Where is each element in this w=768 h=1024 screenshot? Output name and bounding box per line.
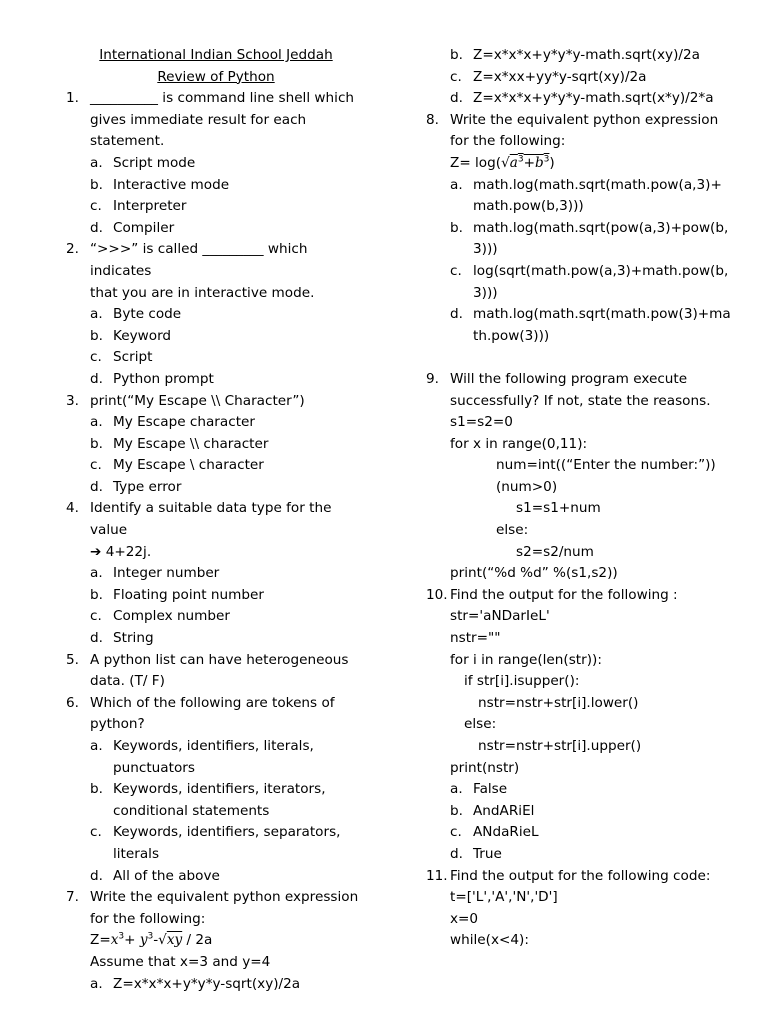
page-subtitle: Review of Python xyxy=(157,68,275,85)
option xyxy=(66,218,366,240)
option-letter: b. xyxy=(450,802,463,819)
option-text: My Escape character xyxy=(113,414,255,431)
code-line: for x in range(0,11): xyxy=(450,435,588,452)
question-text: A python list can have heterogeneous xyxy=(90,651,349,668)
sqrt-symbol: √ xyxy=(501,154,510,171)
option xyxy=(426,822,746,844)
option-letter: c. xyxy=(90,824,102,841)
code-line: nstr="" xyxy=(450,630,501,647)
option xyxy=(66,326,366,348)
option xyxy=(426,88,746,110)
option-letter: d. xyxy=(90,370,103,387)
option-text: Type error xyxy=(113,478,182,495)
option-letter: b. xyxy=(90,176,103,193)
question-text: that you are in interactive mode. xyxy=(90,284,315,301)
option-letter: b. xyxy=(90,435,103,452)
option-text: False xyxy=(473,781,508,798)
option-text: Complex number xyxy=(113,608,231,625)
code-line: while(x<4): xyxy=(450,932,529,949)
option-letter: b. xyxy=(450,47,463,63)
question-9 xyxy=(426,369,746,412)
option-letter: a. xyxy=(90,306,103,323)
question-6 xyxy=(66,693,366,736)
option xyxy=(66,304,366,326)
option-text: ANdaRieL xyxy=(473,824,539,841)
code-line: else: xyxy=(464,716,497,733)
option-letter: c. xyxy=(450,262,462,279)
option-letter: d. xyxy=(90,478,103,495)
question-text: __________ is command line shell which xyxy=(90,90,355,107)
option-letter: c. xyxy=(90,198,102,215)
option-letter: c. xyxy=(90,349,102,366)
option-letter: a. xyxy=(90,738,103,754)
option xyxy=(66,866,366,888)
option-text: Keywords, identifiers, separators, xyxy=(113,824,341,841)
code-line: s2=s2/num xyxy=(516,543,594,560)
option-text: 3))) xyxy=(473,241,498,258)
option-text: punctuators xyxy=(113,759,195,776)
option xyxy=(66,779,366,822)
option-letter: b. xyxy=(90,781,103,798)
question-7 xyxy=(66,887,366,973)
option xyxy=(66,974,366,996)
option-letter: d. xyxy=(90,630,103,647)
question-1 xyxy=(66,88,366,153)
question-number: 9. xyxy=(426,370,439,387)
option-text: Keyword xyxy=(113,327,172,344)
option-text: Script xyxy=(113,349,153,366)
option-text: Interpreter xyxy=(113,198,187,215)
question-4 xyxy=(66,498,366,563)
option-letter: a. xyxy=(90,414,103,431)
question-11 xyxy=(426,866,746,888)
option xyxy=(66,434,366,456)
option-text: Z=x*x*x+y*y*y-math.sqrt(x*y)/2*a xyxy=(473,90,714,107)
option xyxy=(66,347,366,369)
right-column xyxy=(426,45,746,952)
question-number: 5. xyxy=(66,651,79,668)
code-line: nstr=nstr+str[i].lower() xyxy=(478,694,639,711)
option-text: Z=x*x*x+y*y*y-math.sqrt(xy)/2a xyxy=(473,47,700,63)
code-line: str='aNDarIeL' xyxy=(450,608,550,625)
question-text: successfully? If not, state the reasons. xyxy=(450,392,711,409)
option xyxy=(426,801,746,823)
option-letter: b. xyxy=(90,586,103,603)
question-number: 7. xyxy=(66,889,79,906)
option-text: Byte code xyxy=(113,306,182,323)
option xyxy=(426,67,746,89)
option xyxy=(66,606,366,628)
option xyxy=(66,455,366,477)
option-text: AndARiEl xyxy=(473,802,535,819)
option-text: True xyxy=(473,845,502,862)
option xyxy=(66,369,366,391)
question-number: 3. xyxy=(66,392,79,409)
option-text: th.pow(3))) xyxy=(473,327,550,344)
option-letter: b. xyxy=(90,327,103,344)
question-number: 10. xyxy=(426,586,448,603)
option xyxy=(426,175,746,218)
option xyxy=(66,822,366,865)
question-text: for the following: xyxy=(90,910,206,927)
option xyxy=(426,45,746,67)
option-letter: d. xyxy=(90,867,103,884)
option xyxy=(66,153,366,175)
code-line: (num>0) xyxy=(496,478,558,495)
option-text: Z=x*x*x+y*y*y-sqrt(xy)/2a xyxy=(113,975,301,992)
option-text: math.log(math.sqrt(pow(a,3)+pow(b, xyxy=(473,219,729,236)
option-letter: d. xyxy=(90,219,103,236)
question-text: “>>>” is called _________ which indicates xyxy=(90,241,308,279)
option xyxy=(426,218,746,261)
option-text: math.log(math.sqrt(math.pow(3)+ma xyxy=(473,306,731,323)
option-letter: a. xyxy=(90,975,103,992)
option-letter: a. xyxy=(450,176,463,193)
option-letter: a. xyxy=(90,565,103,582)
question-10 xyxy=(426,585,746,607)
code-line: for i in range(len(str)): xyxy=(450,651,602,668)
code-line: x=0 xyxy=(450,910,479,927)
option xyxy=(66,196,366,218)
option xyxy=(66,477,366,499)
option-text: Script mode xyxy=(113,154,196,171)
code-line: print(nstr) xyxy=(450,759,520,776)
option-text: String xyxy=(113,630,154,647)
option-text: literals xyxy=(113,845,160,862)
option xyxy=(66,736,366,779)
option xyxy=(66,412,366,434)
option-text: conditional statements xyxy=(113,802,270,819)
question-text: python? xyxy=(90,716,145,733)
math-expression: $Z= \log(√a^3+b^3)$ xyxy=(450,154,555,171)
question-text: Write the equivalent python expression xyxy=(450,111,719,128)
code-line: s1=s1+num xyxy=(516,500,601,517)
option-letter: a. xyxy=(450,781,463,798)
option xyxy=(426,304,746,347)
question-text: Find the output for the following : xyxy=(450,586,678,603)
left-column xyxy=(66,45,366,995)
option-text: log(sqrt(math.pow(a,3)+math.pow(b, xyxy=(473,262,729,279)
option xyxy=(66,175,366,197)
option-letter: c. xyxy=(450,824,462,841)
question-text: Which of the following are tokens of xyxy=(90,694,335,711)
option-text: math.log(math.sqrt(math.pow(a,3)+ xyxy=(473,176,722,193)
option-text: 3))) xyxy=(473,284,498,301)
option-letter: d. xyxy=(450,90,463,107)
option-text: Interactive mode xyxy=(113,176,230,193)
question-8 xyxy=(426,110,746,175)
option-letter: c. xyxy=(90,608,102,625)
question-text: ➔ 4+22j. xyxy=(90,543,152,560)
code-line: t=['L','A','N','D'] xyxy=(450,889,558,906)
option-text: Python prompt xyxy=(113,370,214,387)
option-text: Integer number xyxy=(113,565,220,582)
question-number: 2. xyxy=(66,241,79,258)
code-line: print(“%d %d” %(s1,s2)) xyxy=(450,565,618,582)
option-letter: a. xyxy=(90,154,103,171)
question-3 xyxy=(66,391,366,413)
spacer xyxy=(426,347,746,369)
question-number: 1. xyxy=(66,90,79,107)
code-line: nstr=nstr+str[i].upper() xyxy=(478,738,642,754)
code-line: num=int((“Enter the number:”)) xyxy=(496,457,716,474)
option xyxy=(66,563,366,585)
option-text: Z=x*xx+yy*y-sqrt(xy)/2a xyxy=(473,68,647,85)
option-letter: c. xyxy=(450,68,462,85)
question-text: data. (T/ F) xyxy=(90,673,165,690)
question-2 xyxy=(66,239,366,304)
question-text: Write the equivalent python expression xyxy=(90,889,359,906)
question-text: Will the following program execute xyxy=(450,370,688,387)
option-letter: d. xyxy=(450,306,463,323)
option-text: Keywords, identifiers, literals, xyxy=(113,738,314,754)
sqrt-symbol: √ xyxy=(158,932,167,949)
question-text: for the following: xyxy=(450,133,566,150)
question-number: 6. xyxy=(66,694,79,711)
option-text: All of the above xyxy=(113,867,220,884)
option xyxy=(426,844,746,866)
question-text: Assume that x=3 and y=4 xyxy=(90,953,271,970)
option xyxy=(426,261,746,304)
question-number: 4. xyxy=(66,500,79,517)
option-text: Compiler xyxy=(113,219,175,236)
question-text: statement. xyxy=(90,133,165,150)
option-letter: b. xyxy=(450,219,463,236)
question-number: 11. xyxy=(426,867,448,884)
option xyxy=(66,585,366,607)
question-text: Find the output for the following code: xyxy=(450,867,711,884)
option-text: math.pow(b,3))) xyxy=(473,198,584,215)
option xyxy=(426,779,746,801)
code-line: else: xyxy=(496,522,529,539)
option-text: Floating point number xyxy=(113,586,264,603)
option-text: My Escape \\ character xyxy=(113,435,269,452)
question-5 xyxy=(66,650,366,693)
math-expression: $Z=x^3+ y^3-√xy / 2a$ xyxy=(90,931,213,949)
school-title: International Indian School Jeddah xyxy=(99,47,333,63)
code-line: if str[i].isupper(): xyxy=(464,673,580,690)
code-line: s1=s2=0 xyxy=(450,414,513,431)
option xyxy=(66,628,366,650)
question-text: gives immediate result for each xyxy=(90,111,307,128)
question-text: Identify a suitable data type for the value xyxy=(90,500,332,539)
question-text: print(“My Escape \\ Character”) xyxy=(90,392,305,409)
option-text: My Escape \ character xyxy=(113,457,264,474)
option-letter: d. xyxy=(450,845,463,862)
option-text: Keywords, identifiers, iterators, xyxy=(113,781,326,798)
option-letter: c. xyxy=(90,457,102,474)
question-number: 8. xyxy=(426,111,439,128)
